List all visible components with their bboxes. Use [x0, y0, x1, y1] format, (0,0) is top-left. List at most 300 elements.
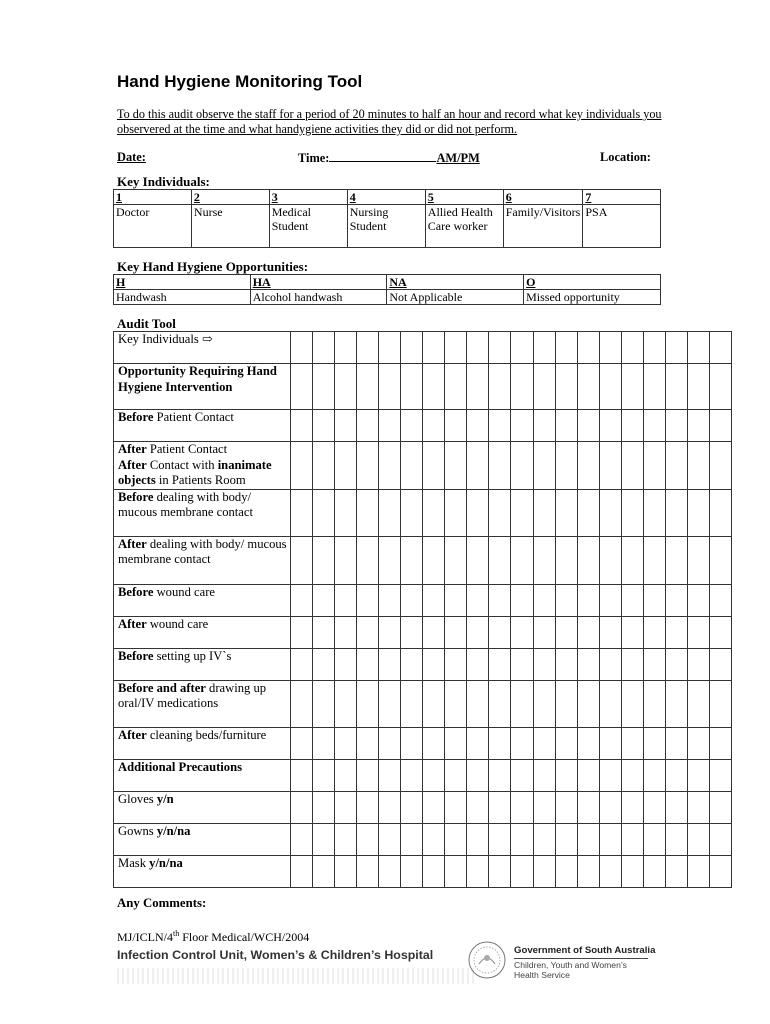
audit-entry-cell[interactable]	[445, 332, 467, 364]
audit-entry-cell[interactable]	[687, 489, 709, 536]
audit-entry-cell[interactable]	[643, 727, 665, 759]
audit-entry-cell[interactable]	[489, 791, 511, 823]
audit-entry-cell[interactable]	[335, 442, 357, 490]
audit-entry-cell[interactable]	[511, 855, 533, 887]
audit-entry-cell[interactable]	[599, 332, 621, 364]
audit-entry-cell[interactable]	[577, 855, 599, 887]
audit-entry-cell[interactable]	[577, 536, 599, 584]
audit-entry-cell[interactable]	[445, 489, 467, 536]
audit-entry-cell[interactable]	[709, 791, 731, 823]
audit-entry-cell[interactable]	[467, 855, 489, 887]
audit-entry-cell[interactable]	[489, 648, 511, 680]
audit-entry-cell[interactable]	[401, 536, 423, 584]
audit-entry-cell[interactable]	[290, 364, 312, 410]
audit-entry-cell[interactable]	[313, 823, 335, 855]
audit-entry-cell[interactable]	[313, 855, 335, 887]
audit-entry-cell[interactable]	[665, 727, 687, 759]
audit-entry-cell[interactable]	[621, 680, 643, 727]
audit-entry-cell[interactable]	[533, 536, 555, 584]
audit-entry-cell[interactable]	[423, 616, 445, 648]
audit-entry-cell[interactable]	[621, 648, 643, 680]
audit-entry-cell[interactable]	[313, 791, 335, 823]
audit-entry-cell[interactable]	[599, 536, 621, 584]
audit-entry-cell[interactable]	[555, 536, 577, 584]
audit-entry-cell[interactable]	[599, 442, 621, 490]
audit-entry-cell[interactable]	[621, 855, 643, 887]
audit-entry-cell[interactable]	[709, 680, 731, 727]
audit-entry-cell[interactable]	[401, 791, 423, 823]
audit-entry-cell[interactable]	[687, 536, 709, 584]
audit-entry-cell[interactable]	[357, 489, 379, 536]
audit-entry-cell[interactable]	[379, 727, 401, 759]
audit-entry-cell[interactable]	[335, 759, 357, 791]
audit-entry-cell[interactable]	[665, 823, 687, 855]
audit-entry-cell[interactable]	[335, 536, 357, 584]
audit-entry-cell[interactable]	[423, 410, 445, 442]
audit-entry-cell[interactable]	[665, 680, 687, 727]
audit-entry-cell[interactable]	[643, 680, 665, 727]
audit-entry-cell[interactable]	[511, 536, 533, 584]
audit-entry-cell[interactable]	[599, 648, 621, 680]
audit-entry-cell[interactable]	[401, 648, 423, 680]
audit-entry-cell[interactable]	[687, 442, 709, 490]
audit-entry-cell[interactable]	[709, 410, 731, 442]
audit-entry-cell[interactable]	[313, 536, 335, 584]
audit-entry-cell[interactable]	[643, 584, 665, 616]
audit-entry-cell[interactable]	[467, 536, 489, 584]
audit-entry-cell[interactable]	[313, 410, 335, 442]
audit-entry-cell[interactable]	[335, 855, 357, 887]
audit-entry-cell[interactable]	[709, 648, 731, 680]
audit-entry-cell[interactable]	[621, 410, 643, 442]
audit-entry-cell[interactable]	[489, 616, 511, 648]
audit-entry-cell[interactable]	[555, 616, 577, 648]
audit-entry-cell[interactable]	[357, 680, 379, 727]
audit-entry-cell[interactable]	[709, 584, 731, 616]
audit-entry-cell[interactable]	[313, 648, 335, 680]
audit-entry-cell[interactable]	[643, 648, 665, 680]
audit-entry-cell[interactable]	[313, 759, 335, 791]
audit-entry-cell[interactable]	[357, 727, 379, 759]
audit-entry-cell[interactable]	[401, 442, 423, 490]
audit-entry-cell[interactable]	[577, 759, 599, 791]
audit-entry-cell[interactable]	[357, 332, 379, 364]
audit-entry-cell[interactable]	[621, 791, 643, 823]
audit-entry-cell[interactable]	[687, 364, 709, 410]
audit-entry-cell[interactable]	[379, 855, 401, 887]
audit-entry-cell[interactable]	[511, 442, 533, 490]
audit-entry-cell[interactable]	[445, 759, 467, 791]
audit-entry-cell[interactable]	[313, 584, 335, 616]
audit-entry-cell[interactable]	[357, 648, 379, 680]
audit-entry-cell[interactable]	[379, 584, 401, 616]
audit-entry-cell[interactable]	[489, 364, 511, 410]
audit-entry-cell[interactable]	[533, 364, 555, 410]
audit-entry-cell[interactable]	[577, 727, 599, 759]
audit-entry-cell[interactable]	[555, 410, 577, 442]
audit-entry-cell[interactable]	[577, 584, 599, 616]
audit-entry-cell[interactable]	[665, 759, 687, 791]
audit-entry-cell[interactable]	[313, 364, 335, 410]
audit-entry-cell[interactable]	[489, 489, 511, 536]
audit-entry-cell[interactable]	[401, 855, 423, 887]
audit-entry-cell[interactable]	[621, 616, 643, 648]
audit-entry-cell[interactable]	[423, 584, 445, 616]
audit-entry-cell[interactable]	[313, 616, 335, 648]
audit-entry-cell[interactable]	[621, 727, 643, 759]
audit-entry-cell[interactable]	[401, 489, 423, 536]
audit-entry-cell[interactable]	[401, 584, 423, 616]
audit-entry-cell[interactable]	[489, 680, 511, 727]
audit-entry-cell[interactable]	[489, 855, 511, 887]
audit-entry-cell[interactable]	[445, 442, 467, 490]
audit-entry-cell[interactable]	[290, 791, 312, 823]
audit-entry-cell[interactable]	[401, 680, 423, 727]
audit-entry-cell[interactable]	[511, 364, 533, 410]
audit-entry-cell[interactable]	[577, 791, 599, 823]
audit-entry-cell[interactable]	[290, 680, 312, 727]
audit-entry-cell[interactable]	[467, 727, 489, 759]
audit-entry-cell[interactable]	[665, 410, 687, 442]
audit-entry-cell[interactable]	[511, 680, 533, 727]
audit-entry-cell[interactable]	[423, 823, 445, 855]
audit-entry-cell[interactable]	[533, 616, 555, 648]
audit-entry-cell[interactable]	[290, 855, 312, 887]
audit-entry-cell[interactable]	[555, 584, 577, 616]
audit-entry-cell[interactable]	[445, 536, 467, 584]
audit-entry-cell[interactable]	[599, 855, 621, 887]
audit-entry-cell[interactable]	[643, 442, 665, 490]
audit-entry-cell[interactable]	[665, 332, 687, 364]
audit-entry-cell[interactable]	[643, 364, 665, 410]
audit-entry-cell[interactable]	[599, 364, 621, 410]
audit-entry-cell[interactable]	[290, 332, 312, 364]
audit-entry-cell[interactable]	[290, 727, 312, 759]
audit-entry-cell[interactable]	[423, 648, 445, 680]
audit-entry-cell[interactable]	[290, 648, 312, 680]
audit-entry-cell[interactable]	[709, 727, 731, 759]
audit-entry-cell[interactable]	[555, 823, 577, 855]
audit-entry-cell[interactable]	[599, 616, 621, 648]
audit-entry-cell[interactable]	[643, 823, 665, 855]
audit-entry-cell[interactable]	[357, 364, 379, 410]
audit-entry-cell[interactable]	[489, 536, 511, 584]
audit-entry-cell[interactable]	[290, 410, 312, 442]
audit-entry-cell[interactable]	[489, 759, 511, 791]
audit-entry-cell[interactable]	[423, 727, 445, 759]
audit-entry-cell[interactable]	[379, 823, 401, 855]
audit-entry-cell[interactable]	[709, 442, 731, 490]
audit-entry-cell[interactable]	[621, 364, 643, 410]
audit-entry-cell[interactable]	[335, 616, 357, 648]
audit-entry-cell[interactable]	[555, 727, 577, 759]
audit-entry-cell[interactable]	[577, 489, 599, 536]
audit-entry-cell[interactable]	[533, 727, 555, 759]
audit-entry-cell[interactable]	[621, 536, 643, 584]
audit-entry-cell[interactable]	[687, 680, 709, 727]
audit-entry-cell[interactable]	[599, 823, 621, 855]
audit-entry-cell[interactable]	[599, 680, 621, 727]
audit-entry-cell[interactable]	[401, 616, 423, 648]
audit-entry-cell[interactable]	[621, 489, 643, 536]
audit-entry-cell[interactable]	[577, 410, 599, 442]
audit-entry-cell[interactable]	[290, 536, 312, 584]
audit-entry-cell[interactable]	[533, 442, 555, 490]
audit-entry-cell[interactable]	[511, 648, 533, 680]
audit-entry-cell[interactable]	[709, 855, 731, 887]
audit-entry-cell[interactable]	[445, 791, 467, 823]
audit-entry-cell[interactable]	[357, 855, 379, 887]
audit-entry-cell[interactable]	[555, 855, 577, 887]
audit-entry-cell[interactable]	[687, 616, 709, 648]
audit-entry-cell[interactable]	[621, 759, 643, 791]
audit-entry-cell[interactable]	[335, 680, 357, 727]
audit-entry-cell[interactable]	[423, 332, 445, 364]
audit-entry-cell[interactable]	[445, 364, 467, 410]
audit-entry-cell[interactable]	[555, 332, 577, 364]
audit-entry-cell[interactable]	[445, 410, 467, 442]
audit-entry-cell[interactable]	[709, 489, 731, 536]
audit-entry-cell[interactable]	[511, 332, 533, 364]
audit-entry-cell[interactable]	[379, 332, 401, 364]
audit-entry-cell[interactable]	[577, 332, 599, 364]
audit-entry-cell[interactable]	[533, 791, 555, 823]
audit-entry-cell[interactable]	[643, 616, 665, 648]
audit-entry-cell[interactable]	[665, 536, 687, 584]
audit-entry-cell[interactable]	[687, 759, 709, 791]
audit-entry-cell[interactable]	[313, 489, 335, 536]
audit-entry-cell[interactable]	[379, 791, 401, 823]
audit-entry-cell[interactable]	[665, 648, 687, 680]
audit-entry-cell[interactable]	[357, 759, 379, 791]
audit-entry-cell[interactable]	[401, 759, 423, 791]
audit-entry-cell[interactable]	[621, 332, 643, 364]
audit-entry-cell[interactable]	[511, 759, 533, 791]
audit-entry-cell[interactable]	[533, 410, 555, 442]
audit-entry-cell[interactable]	[423, 489, 445, 536]
audit-entry-cell[interactable]	[511, 727, 533, 759]
audit-entry-cell[interactable]	[335, 364, 357, 410]
audit-entry-cell[interactable]	[577, 442, 599, 490]
audit-entry-cell[interactable]	[643, 759, 665, 791]
audit-entry-cell[interactable]	[533, 759, 555, 791]
audit-entry-cell[interactable]	[687, 410, 709, 442]
audit-entry-cell[interactable]	[379, 759, 401, 791]
audit-entry-cell[interactable]	[599, 489, 621, 536]
audit-entry-cell[interactable]	[599, 791, 621, 823]
audit-entry-cell[interactable]	[423, 759, 445, 791]
audit-entry-cell[interactable]	[709, 759, 731, 791]
audit-entry-cell[interactable]	[533, 332, 555, 364]
audit-entry-cell[interactable]	[533, 584, 555, 616]
audit-entry-cell[interactable]	[467, 823, 489, 855]
audit-entry-cell[interactable]	[335, 332, 357, 364]
audit-entry-cell[interactable]	[555, 442, 577, 490]
audit-entry-cell[interactable]	[335, 823, 357, 855]
audit-entry-cell[interactable]	[687, 584, 709, 616]
audit-entry-cell[interactable]	[290, 584, 312, 616]
audit-entry-cell[interactable]	[621, 823, 643, 855]
audit-entry-cell[interactable]	[379, 410, 401, 442]
audit-entry-cell[interactable]	[665, 489, 687, 536]
audit-entry-cell[interactable]	[379, 536, 401, 584]
audit-entry-cell[interactable]	[709, 536, 731, 584]
audit-entry-cell[interactable]	[445, 680, 467, 727]
audit-entry-cell[interactable]	[599, 759, 621, 791]
audit-entry-cell[interactable]	[467, 442, 489, 490]
audit-entry-cell[interactable]	[687, 332, 709, 364]
audit-entry-cell[interactable]	[335, 791, 357, 823]
audit-entry-cell[interactable]	[290, 759, 312, 791]
audit-entry-cell[interactable]	[379, 616, 401, 648]
audit-entry-cell[interactable]	[445, 823, 467, 855]
audit-entry-cell[interactable]	[489, 410, 511, 442]
audit-entry-cell[interactable]	[357, 442, 379, 490]
audit-entry-cell[interactable]	[423, 680, 445, 727]
audit-entry-cell[interactable]	[533, 855, 555, 887]
audit-entry-cell[interactable]	[489, 727, 511, 759]
audit-entry-cell[interactable]	[555, 759, 577, 791]
audit-entry-cell[interactable]	[533, 648, 555, 680]
audit-entry-cell[interactable]	[577, 823, 599, 855]
audit-entry-cell[interactable]	[643, 536, 665, 584]
audit-entry-cell[interactable]	[643, 791, 665, 823]
audit-entry-cell[interactable]	[445, 648, 467, 680]
audit-entry-cell[interactable]	[357, 616, 379, 648]
audit-entry-cell[interactable]	[643, 489, 665, 536]
audit-entry-cell[interactable]	[533, 680, 555, 727]
audit-entry-cell[interactable]	[467, 616, 489, 648]
audit-entry-cell[interactable]	[335, 727, 357, 759]
audit-entry-cell[interactable]	[423, 442, 445, 490]
audit-entry-cell[interactable]	[687, 727, 709, 759]
audit-entry-cell[interactable]	[445, 616, 467, 648]
audit-entry-cell[interactable]	[577, 648, 599, 680]
audit-entry-cell[interactable]	[445, 727, 467, 759]
audit-entry-cell[interactable]	[665, 442, 687, 490]
audit-entry-cell[interactable]	[335, 489, 357, 536]
audit-entry-cell[interactable]	[511, 489, 533, 536]
audit-entry-cell[interactable]	[467, 759, 489, 791]
audit-entry-cell[interactable]	[379, 680, 401, 727]
audit-entry-cell[interactable]	[599, 584, 621, 616]
audit-entry-cell[interactable]	[445, 855, 467, 887]
audit-entry-cell[interactable]	[423, 364, 445, 410]
audit-entry-cell[interactable]	[643, 855, 665, 887]
audit-entry-cell[interactable]	[401, 364, 423, 410]
audit-entry-cell[interactable]	[687, 823, 709, 855]
audit-entry-cell[interactable]	[555, 364, 577, 410]
audit-entry-cell[interactable]	[687, 648, 709, 680]
audit-entry-cell[interactable]	[665, 855, 687, 887]
audit-entry-cell[interactable]	[489, 584, 511, 616]
audit-entry-cell[interactable]	[401, 823, 423, 855]
audit-entry-cell[interactable]	[467, 680, 489, 727]
audit-entry-cell[interactable]	[290, 616, 312, 648]
audit-entry-cell[interactable]	[621, 442, 643, 490]
audit-entry-cell[interactable]	[511, 791, 533, 823]
audit-entry-cell[interactable]	[423, 791, 445, 823]
audit-entry-cell[interactable]	[511, 410, 533, 442]
audit-entry-cell[interactable]	[401, 410, 423, 442]
audit-entry-cell[interactable]	[533, 489, 555, 536]
audit-entry-cell[interactable]	[577, 680, 599, 727]
audit-entry-cell[interactable]	[423, 536, 445, 584]
audit-entry-cell[interactable]	[511, 584, 533, 616]
audit-entry-cell[interactable]	[643, 410, 665, 442]
audit-entry-cell[interactable]	[357, 791, 379, 823]
audit-entry-cell[interactable]	[313, 442, 335, 490]
audit-entry-cell[interactable]	[709, 823, 731, 855]
audit-entry-cell[interactable]	[665, 584, 687, 616]
audit-entry-cell[interactable]	[511, 823, 533, 855]
audit-entry-cell[interactable]	[577, 616, 599, 648]
audit-entry-cell[interactable]	[313, 680, 335, 727]
audit-entry-cell[interactable]	[379, 648, 401, 680]
audit-entry-cell[interactable]	[379, 364, 401, 410]
audit-entry-cell[interactable]	[290, 442, 312, 490]
audit-entry-cell[interactable]	[335, 584, 357, 616]
audit-entry-cell[interactable]	[423, 855, 445, 887]
audit-entry-cell[interactable]	[489, 442, 511, 490]
audit-entry-cell[interactable]	[687, 791, 709, 823]
audit-entry-cell[interactable]	[489, 823, 511, 855]
audit-entry-cell[interactable]	[643, 332, 665, 364]
audit-entry-cell[interactable]	[599, 727, 621, 759]
audit-entry-cell[interactable]	[290, 823, 312, 855]
audit-entry-cell[interactable]	[357, 410, 379, 442]
audit-entry-cell[interactable]	[621, 584, 643, 616]
audit-entry-cell[interactable]	[709, 616, 731, 648]
audit-entry-cell[interactable]	[709, 332, 731, 364]
audit-entry-cell[interactable]	[467, 648, 489, 680]
audit-entry-cell[interactable]	[401, 332, 423, 364]
audit-entry-cell[interactable]	[335, 410, 357, 442]
audit-entry-cell[interactable]	[687, 855, 709, 887]
audit-entry-cell[interactable]	[401, 727, 423, 759]
audit-entry-cell[interactable]	[357, 584, 379, 616]
audit-entry-cell[interactable]	[665, 791, 687, 823]
audit-entry-cell[interactable]	[379, 442, 401, 490]
audit-entry-cell[interactable]	[290, 489, 312, 536]
audit-entry-cell[interactable]	[357, 823, 379, 855]
audit-entry-cell[interactable]	[313, 727, 335, 759]
audit-entry-cell[interactable]	[467, 489, 489, 536]
audit-entry-cell[interactable]	[555, 489, 577, 536]
audit-entry-cell[interactable]	[599, 410, 621, 442]
audit-entry-cell[interactable]	[379, 489, 401, 536]
audit-entry-cell[interactable]	[709, 364, 731, 410]
audit-entry-cell[interactable]	[335, 648, 357, 680]
audit-entry-cell[interactable]	[313, 332, 335, 364]
audit-entry-cell[interactable]	[555, 648, 577, 680]
audit-entry-cell[interactable]	[357, 536, 379, 584]
audit-entry-cell[interactable]	[489, 332, 511, 364]
audit-entry-cell[interactable]	[467, 791, 489, 823]
audit-entry-cell[interactable]	[555, 680, 577, 727]
audit-entry-cell[interactable]	[577, 364, 599, 410]
audit-entry-cell[interactable]	[511, 616, 533, 648]
audit-entry-cell[interactable]	[665, 364, 687, 410]
audit-entry-cell[interactable]	[467, 332, 489, 364]
time-field[interactable]	[298, 150, 480, 166]
audit-entry-cell[interactable]	[665, 616, 687, 648]
audit-entry-cell[interactable]	[467, 584, 489, 616]
audit-entry-cell[interactable]	[467, 410, 489, 442]
audit-entry-cell[interactable]	[467, 364, 489, 410]
audit-entry-cell[interactable]	[555, 791, 577, 823]
audit-entry-cell[interactable]	[533, 823, 555, 855]
